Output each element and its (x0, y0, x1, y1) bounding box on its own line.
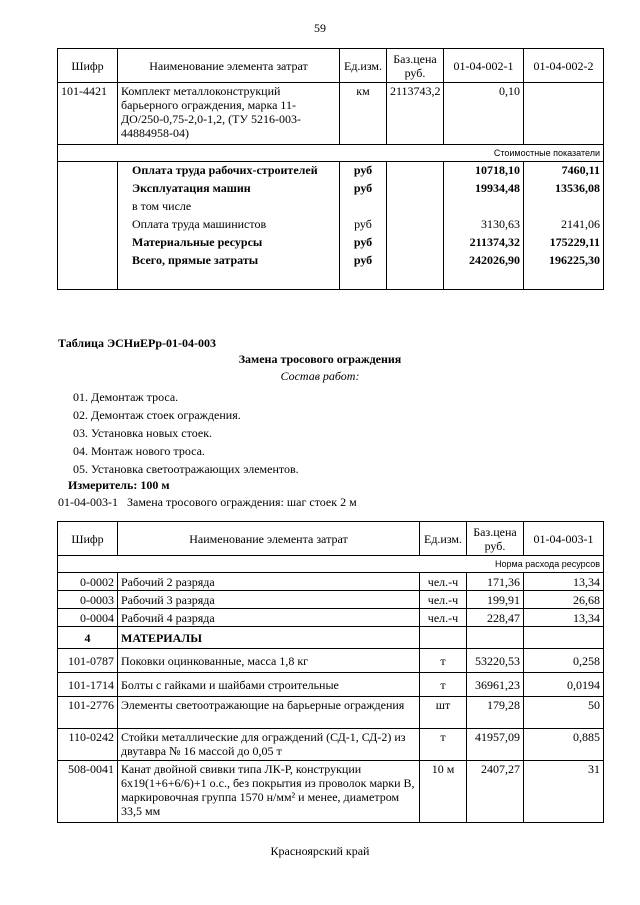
table-title: Таблица ЭСНиЕРр-01-04-003 (58, 336, 217, 350)
empty-cell (467, 627, 524, 649)
cell-name: Канат двойной свивки типа ЛК-Р, конструкции 6х19(1+6+6/6)+1 о.с., без покрытия из проволок марки В, маркировочная группа 1570 н/мм² и менее, диаметром 33,5 мм (118, 761, 420, 823)
section-label: Норма расхода ресурсов (58, 556, 604, 573)
header-unit: Ед.изм. (420, 522, 467, 556)
summary-code (58, 234, 118, 252)
cell-unit: чел.-ч (420, 573, 467, 591)
norm-line: 01-04-003-1 Замена тросового ограждения: шаг стоек 2 м (58, 495, 357, 509)
summary-value-2: 175229,11 (524, 234, 604, 252)
summary-price (387, 180, 444, 198)
cell-v: 0,885 (524, 729, 604, 761)
cell-name: Элементы светоотражающие на барьерные ограждения (118, 697, 420, 729)
item-unit: км (340, 83, 387, 145)
summary-value-1: 211374,32 (444, 234, 524, 252)
cell-code: 101-1714 (58, 673, 118, 697)
spacer-cell (340, 270, 387, 290)
summary-code (58, 180, 118, 198)
cell-price: 179,28 (467, 697, 524, 729)
summary-unit: руб (340, 216, 387, 234)
cell-v: 31 (524, 761, 604, 823)
cell-code: 0-0002 (58, 573, 118, 591)
cell-price: 2407,27 (467, 761, 524, 823)
summary-name: в том числе (118, 198, 340, 216)
summary-value-2 (524, 198, 604, 216)
page-number: 59 (314, 21, 326, 35)
materials-code: 4 (58, 627, 118, 649)
summary-unit: руб (340, 252, 387, 270)
item-name: Комплект металлоконструкций барьерного ограждения, марка 11-ДО/250-0,75-2,0-1,2, (ТУ 5216-003-44884958-04) (118, 83, 340, 145)
summary-value-1 (444, 198, 524, 216)
summary-value-1: 19934,48 (444, 180, 524, 198)
summary-price (387, 252, 444, 270)
summary-name: Эксплуатация машин (118, 180, 340, 198)
summary-row (58, 252, 604, 270)
table-row (58, 591, 604, 609)
section-row (58, 145, 604, 162)
summary-value-1: 242026,90 (444, 252, 524, 270)
summary-row (58, 216, 604, 234)
cell-price: 53220,53 (467, 649, 524, 673)
cell-name: Стойки металлические для ограждений (СД-1, СД-2) из двутавра № 16 массой до 0,05 т (118, 729, 420, 761)
cell-code: 101-0787 (58, 649, 118, 673)
empty-cell (524, 627, 604, 649)
table-row (58, 573, 604, 591)
item-value-1: 0,10 (444, 83, 524, 145)
measure-label: Измеритель: 100 м (68, 478, 170, 492)
summary-code (58, 198, 118, 216)
header-norm-1: 01-04-002-1 (444, 49, 524, 83)
item-code: 101-4421 (58, 83, 118, 145)
cell-unit: т (420, 729, 467, 761)
summary-unit: руб (340, 162, 387, 180)
table-header-row (58, 49, 604, 83)
summary-row (58, 162, 604, 180)
item-price: 2113743,2 (387, 83, 444, 145)
cell-unit: т (420, 649, 467, 673)
summary-name: Оплата труда рабочих-строителей (118, 162, 340, 180)
spacer-cell (118, 270, 340, 290)
cell-name: Рабочий 4 разряда (118, 609, 420, 627)
works-title: Состав работ: (280, 369, 360, 383)
cell-price: 171,36 (467, 573, 524, 591)
summary-value-2: 7460,11 (524, 162, 604, 180)
summary-row (58, 234, 604, 252)
header-price: Баз.цена руб. (467, 522, 524, 556)
table-row (58, 649, 604, 673)
table-row (58, 697, 604, 729)
cell-unit: чел.-ч (420, 609, 467, 627)
spacer-row (58, 270, 604, 290)
cell-name: Поковки оцинкованные, масса 1,8 кг (118, 649, 420, 673)
summary-row (58, 180, 604, 198)
cell-name: Рабочий 2 разряда (118, 573, 420, 591)
summary-code (58, 216, 118, 234)
cell-v: 50 (524, 697, 604, 729)
section-label: Стоимостные показатели (58, 145, 604, 162)
materials-label: МАТЕРИАЛЫ (118, 627, 420, 649)
table-row (58, 673, 604, 697)
spacer-cell (387, 270, 444, 290)
empty-cell (420, 627, 467, 649)
spacer-cell (58, 270, 118, 290)
cell-price: 41957,09 (467, 729, 524, 761)
summary-value-2: 196225,30 (524, 252, 604, 270)
section-row (58, 556, 604, 573)
summary-name: Всего, прямые затраты (118, 252, 340, 270)
header-code: Шифр (58, 49, 118, 83)
cell-price: 36961,23 (467, 673, 524, 697)
summary-price (387, 216, 444, 234)
summary-unit: руб (340, 234, 387, 252)
summary-unit (340, 198, 387, 216)
summary-row (58, 198, 604, 216)
resource-table-01-04-003 (57, 521, 604, 823)
cell-v: 0,0194 (524, 673, 604, 697)
header-norm-2: 01-04-002-2 (524, 49, 604, 83)
works-item: 02. Демонтаж стоек ограждения. (73, 408, 241, 422)
materials-heading-row (58, 627, 604, 649)
works-item: 05. Установка светоотражающих элементов. (73, 462, 299, 476)
cell-code: 101-2776 (58, 697, 118, 729)
cell-name: Болты с гайками и шайбами строительные (118, 673, 420, 697)
table-row (58, 609, 604, 627)
works-item: 03. Установка новых стоек. (73, 426, 213, 440)
table-subtitle: Замена тросового ограждения (238, 352, 402, 366)
works-item: 04. Монтаж нового троса. (73, 444, 205, 458)
cell-unit: т (420, 673, 467, 697)
summary-code (58, 252, 118, 270)
table-row (58, 729, 604, 761)
summary-value-2: 13536,08 (524, 180, 604, 198)
cell-v: 0,258 (524, 649, 604, 673)
summary-name: Оплата труда машинистов (118, 216, 340, 234)
cost-table-01-04-002 (57, 48, 604, 290)
item-value-2 (524, 83, 604, 145)
summary-unit: руб (340, 180, 387, 198)
summary-value-1: 10718,10 (444, 162, 524, 180)
cell-price: 228,47 (467, 609, 524, 627)
table-header-row (58, 522, 604, 556)
summary-name: Материальные ресурсы (118, 234, 340, 252)
footer-region: Красноярский край (270, 844, 370, 858)
spacer-cell (444, 270, 524, 290)
summary-value-1: 3130,63 (444, 216, 524, 234)
cell-unit: шт (420, 697, 467, 729)
summary-value-2: 2141,06 (524, 216, 604, 234)
header-price: Баз.цена руб. (387, 49, 444, 83)
cell-v: 26,68 (524, 591, 604, 609)
header-code: Шифр (58, 522, 118, 556)
table-row (58, 761, 604, 823)
header-norm: 01-04-003-1 (524, 522, 604, 556)
header-unit: Ед.изм. (340, 49, 387, 83)
cell-code: 0-0004 (58, 609, 118, 627)
cell-v: 13,34 (524, 609, 604, 627)
table-row (58, 83, 604, 145)
cell-name: Рабочий 3 разряда (118, 591, 420, 609)
cell-code: 0-0003 (58, 591, 118, 609)
header-name: Наименование элемента затрат (118, 522, 420, 556)
works-item: 01. Демонтаж троса. (73, 390, 179, 404)
spacer-cell (524, 270, 604, 290)
cell-code: 508-0041 (58, 761, 118, 823)
cell-v: 13,34 (524, 573, 604, 591)
cell-price: 199,91 (467, 591, 524, 609)
works-list (73, 388, 299, 478)
summary-price (387, 234, 444, 252)
header-name: Наименование элемента затрат (118, 49, 340, 83)
cell-unit: 10 м (420, 761, 467, 823)
summary-price (387, 162, 444, 180)
cell-unit: чел.-ч (420, 591, 467, 609)
summary-code (58, 162, 118, 180)
summary-price (387, 198, 444, 216)
cell-code: 110-0242 (58, 729, 118, 761)
